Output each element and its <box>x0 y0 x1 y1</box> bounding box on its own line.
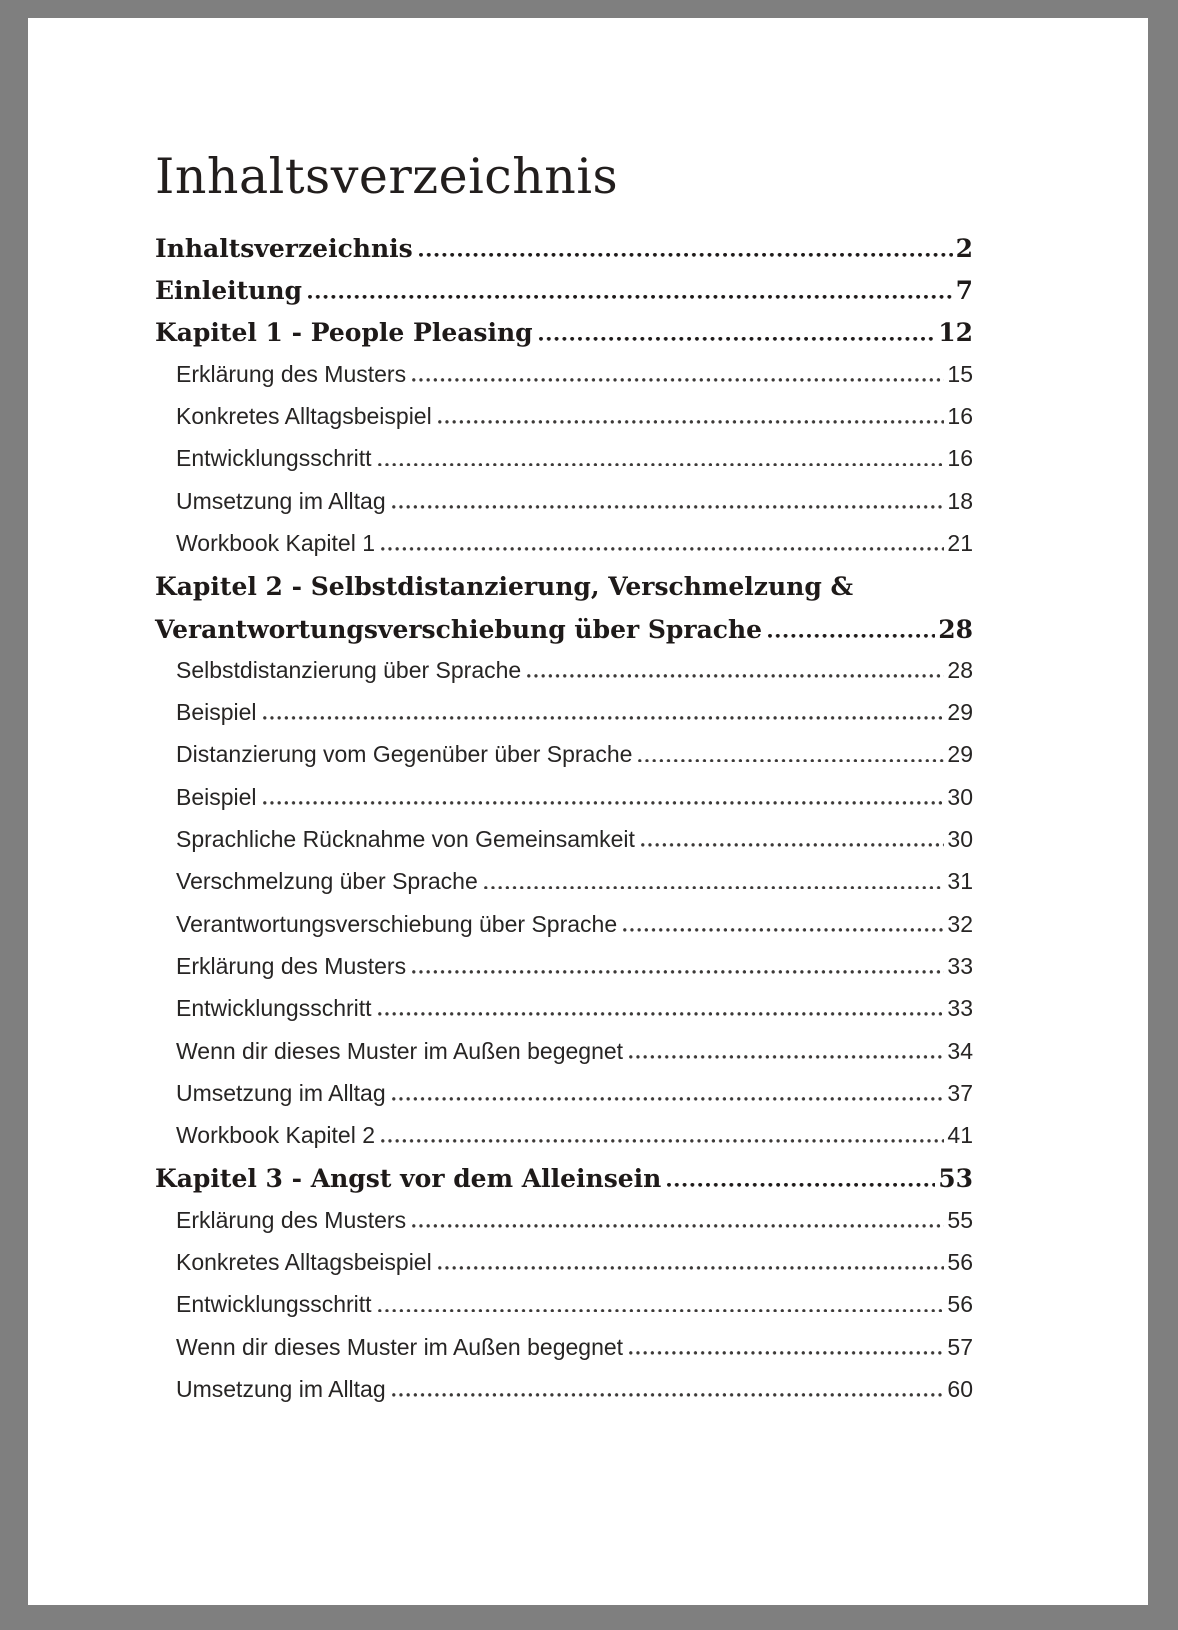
dot-leader <box>438 420 945 424</box>
toc-entry-label: Kapitel 1 - People Pleasing <box>155 318 533 348</box>
toc-entry-page-number: 33 <box>947 995 973 1022</box>
toc-entry-page-number: 16 <box>947 445 973 472</box>
toc-entry-label: Konkretes Alltagsbeispiel <box>176 1249 432 1276</box>
dot-leader <box>484 885 945 889</box>
toc-entry-label: Entwicklungsschritt <box>176 995 372 1022</box>
toc-entry-label: Erklärung des Musters <box>176 360 407 387</box>
toc-entry-line <box>155 826 973 868</box>
toc-entry-page-number: 30 <box>947 783 973 810</box>
toc-entry-line <box>155 699 973 741</box>
dot-leader <box>667 1183 935 1187</box>
toc-entry-label: Beispiel <box>176 783 257 810</box>
toc-entry-page-number: 28 <box>938 614 973 644</box>
toc-entry-line <box>155 318 973 360</box>
toc-entry-line <box>155 403 973 445</box>
toc-entry-page-number: 12 <box>938 318 973 348</box>
toc-entry-line <box>155 1376 973 1418</box>
toc-entry-label: Konkretes Alltagsbeispiel <box>176 403 432 430</box>
dot-leader <box>412 1224 944 1228</box>
toc-entry-line <box>155 615 973 657</box>
toc-entry-label: Selbstdistanzierung über Sprache <box>176 656 522 683</box>
dot-leader <box>381 547 944 551</box>
toc-entry-label: Wenn dir dieses Muster im Außen begegnet <box>176 1333 624 1360</box>
toc-entry-line <box>155 1249 973 1291</box>
toc-entry-label: Distanzierung vom Gegenüber über Sprache <box>176 741 633 768</box>
toc-entry-page-number: 28 <box>947 656 973 683</box>
toc-entry-line <box>155 995 973 1037</box>
toc-entry-line <box>155 911 973 953</box>
dot-leader <box>638 758 944 762</box>
toc-entry-line <box>155 234 973 276</box>
toc-entry-label: Kapitel 3 - Angst vor dem Alleinsein <box>155 1164 662 1194</box>
dot-leader <box>378 462 945 466</box>
page-title: Inhaltsverzeichnis <box>155 148 619 205</box>
dot-leader <box>768 634 935 638</box>
toc-entry-page-number: 56 <box>947 1249 973 1276</box>
toc-entry-label: Verschmelzung über Sprache <box>176 868 478 895</box>
dot-leader <box>392 1097 945 1101</box>
toc-entry-page-number: 57 <box>947 1333 973 1360</box>
toc-entry-page-number: 30 <box>947 826 973 853</box>
toc-entry-page-number: 16 <box>947 403 973 430</box>
dot-leader <box>378 1012 945 1016</box>
dot-leader <box>419 253 953 257</box>
dot-leader <box>412 970 944 974</box>
toc-entry-label: Entwicklungsschritt <box>176 445 372 472</box>
toc-entry-label: Kapitel 2 - Selbstdistanzierung, Verschmelzung & <box>155 572 854 602</box>
toc-entry-label: Inhaltsverzeichnis <box>155 233 413 263</box>
toc-list <box>155 234 973 1418</box>
toc-entry-label: Umsetzung im Alltag <box>176 1079 386 1106</box>
toc-entry-line <box>155 784 973 826</box>
dot-leader <box>527 674 944 678</box>
toc-entry-label: Umsetzung im Alltag <box>176 487 386 514</box>
toc-entry-page-number: 56 <box>947 1291 973 1318</box>
page-content <box>28 18 1148 1418</box>
dot-leader <box>392 1393 945 1397</box>
toc-entry-page-number: 55 <box>947 1206 973 1233</box>
dot-leader <box>263 716 945 720</box>
toc-entry-page-number: 29 <box>947 741 973 768</box>
toc-entry-label: Entwicklungsschritt <box>176 1291 372 1318</box>
toc-entry-label: Verantwortungsverschiebung über Sprache <box>176 910 618 937</box>
toc-entry-line <box>155 530 973 572</box>
toc-entry-line <box>155 488 973 530</box>
toc-entry-page-number: 33 <box>947 952 973 979</box>
toc-entry-label: Erklärung des Musters <box>176 1206 407 1233</box>
toc-entry-line <box>155 1122 973 1164</box>
toc-entry-line <box>155 1291 973 1333</box>
toc-entry-page-number: 34 <box>947 1037 973 1064</box>
toc-entry-line <box>155 445 973 487</box>
toc-entry-label: Einleitung <box>155 276 303 306</box>
toc-entry-label: Erklärung des Musters <box>176 952 407 979</box>
toc-entry-line <box>155 276 973 318</box>
toc-entry-page-number: 18 <box>947 487 973 514</box>
toc-entry-line <box>155 1334 973 1376</box>
toc-entry-line <box>155 1038 973 1080</box>
dot-leader <box>263 801 945 805</box>
dot-leader <box>629 1351 944 1355</box>
toc-entry-line <box>155 953 973 995</box>
toc-entry-label: Verantwortungsverschiebung über Sprache <box>155 614 763 644</box>
toc-entry-label: Workbook Kapitel 2 <box>176 1122 376 1149</box>
toc-entry-page-number: 7 <box>955 276 973 306</box>
dot-leader <box>641 843 944 847</box>
dot-leader <box>623 928 944 932</box>
dot-leader <box>629 1055 944 1059</box>
toc-entry-line <box>155 361 973 403</box>
toc-entry-line <box>155 868 973 910</box>
toc-entry-label: Wenn dir dieses Muster im Außen begegnet <box>176 1037 624 1064</box>
dot-leader <box>539 337 936 341</box>
dot-leader <box>381 1139 944 1143</box>
dot-leader <box>438 1266 945 1270</box>
dot-leader <box>308 295 953 299</box>
toc-entry-page-number: 29 <box>947 699 973 726</box>
toc-entry-label: Beispiel <box>176 699 257 726</box>
toc-entry-line <box>155 741 973 783</box>
toc-entry-page-number: 53 <box>938 1164 973 1194</box>
dot-leader <box>412 378 944 382</box>
dot-leader <box>378 1308 945 1312</box>
toc-entry-line <box>155 1080 973 1122</box>
toc-entry-line <box>155 1164 973 1206</box>
toc-entry-page-number: 2 <box>955 233 973 263</box>
toc-entry-line <box>155 657 973 699</box>
toc-entry-page-number: 41 <box>947 1122 973 1149</box>
document-page <box>28 18 1148 1605</box>
toc-entry-label: Sprachliche Rücknahme von Gemeinsamkeit <box>176 826 635 853</box>
toc-entry-page-number: 32 <box>947 910 973 937</box>
toc-entry-page-number: 60 <box>947 1375 973 1402</box>
toc-entry-label: Workbook Kapitel 1 <box>176 529 376 556</box>
toc-entry-line <box>155 1207 973 1249</box>
toc-entry-page-number: 31 <box>947 868 973 895</box>
toc-entry-line <box>155 572 973 614</box>
dot-leader <box>392 505 945 509</box>
toc-entry-page-number: 21 <box>947 529 973 556</box>
toc-entry-page-number: 15 <box>947 360 973 387</box>
toc-entry-label: Umsetzung im Alltag <box>176 1375 386 1402</box>
toc-entry-page-number: 37 <box>947 1079 973 1106</box>
